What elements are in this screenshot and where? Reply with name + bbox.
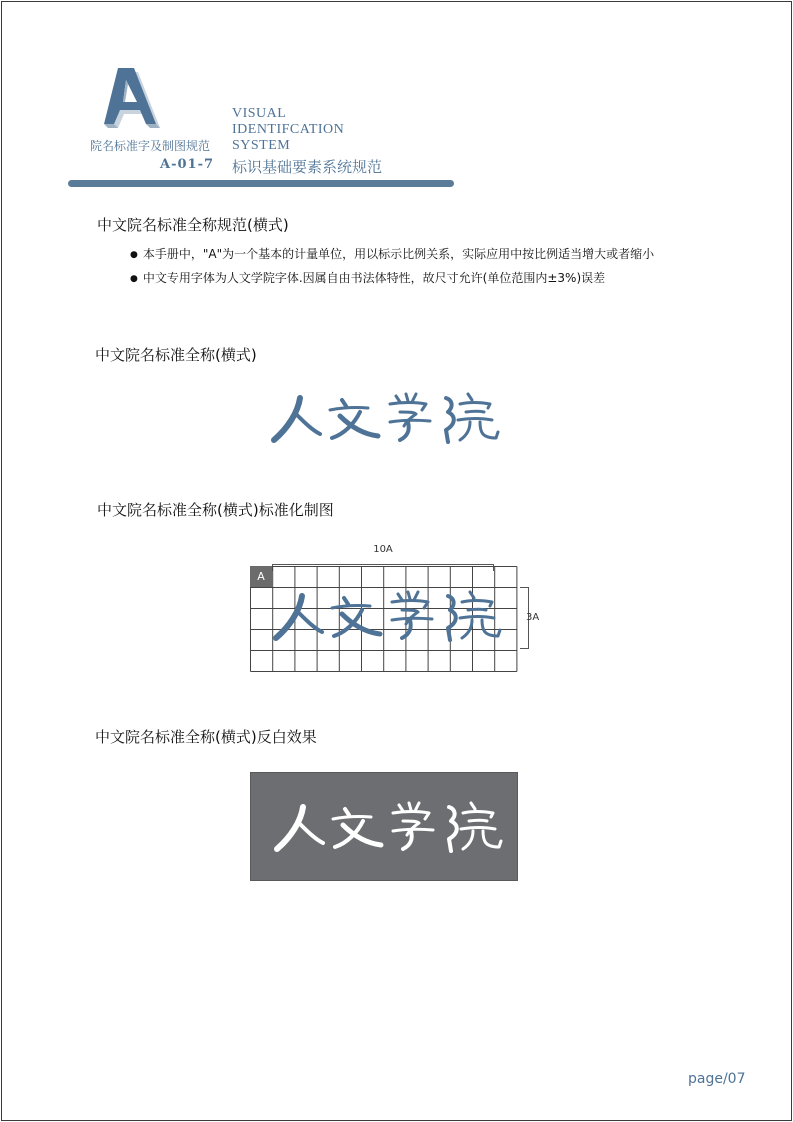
header-title: 标识基础要素系统规范 xyxy=(232,158,383,176)
reverse-logo-panel xyxy=(250,772,518,881)
list-item: ● 中文专用字体为人文学院字体.因属自由书法体特性，故尺寸允许(单位范围内±3%)误差 xyxy=(130,269,654,293)
section-title-reverse: 中文院名标准全称(横式)反白效果 xyxy=(95,728,317,746)
header-english-line: SYSTEM xyxy=(232,138,291,153)
construction-grid xyxy=(250,544,550,677)
calligraphy-logo-image xyxy=(270,390,500,444)
header-english xyxy=(232,106,344,154)
height-label: 3A xyxy=(526,612,540,623)
spec-bullet-list xyxy=(130,245,654,293)
list-item: ● 本手册中，"A"为一个基本的计量单位，用以标示比例关系，实际应用中按比例适当增大或者缩小 xyxy=(130,245,654,269)
header-divider-bar xyxy=(68,180,454,187)
width-label: 10A xyxy=(373,544,393,555)
width-dimension xyxy=(272,544,494,564)
header-subtitle: 院名标准字及制图规范 xyxy=(90,139,211,153)
header-english-line: IDENTIFCATION xyxy=(232,122,345,137)
section-title-fullname: 中文院名标准全称(横式) xyxy=(95,346,257,364)
section-title-spec: 中文院名标准全称规范(横式) xyxy=(97,216,289,234)
calligraphy-logo-image xyxy=(272,588,502,642)
header-english-line: VISUAL xyxy=(232,106,287,121)
calligraphy-logo-reverse-image xyxy=(273,799,503,853)
header-code: A-01-7 xyxy=(160,157,215,172)
unit-cell-a: A xyxy=(250,566,272,587)
section-title-grid: 中文院名标准全称(横式)标准化制图 xyxy=(97,501,334,519)
page-number: page/07 xyxy=(688,1071,746,1087)
logo-a-icon xyxy=(104,68,166,134)
